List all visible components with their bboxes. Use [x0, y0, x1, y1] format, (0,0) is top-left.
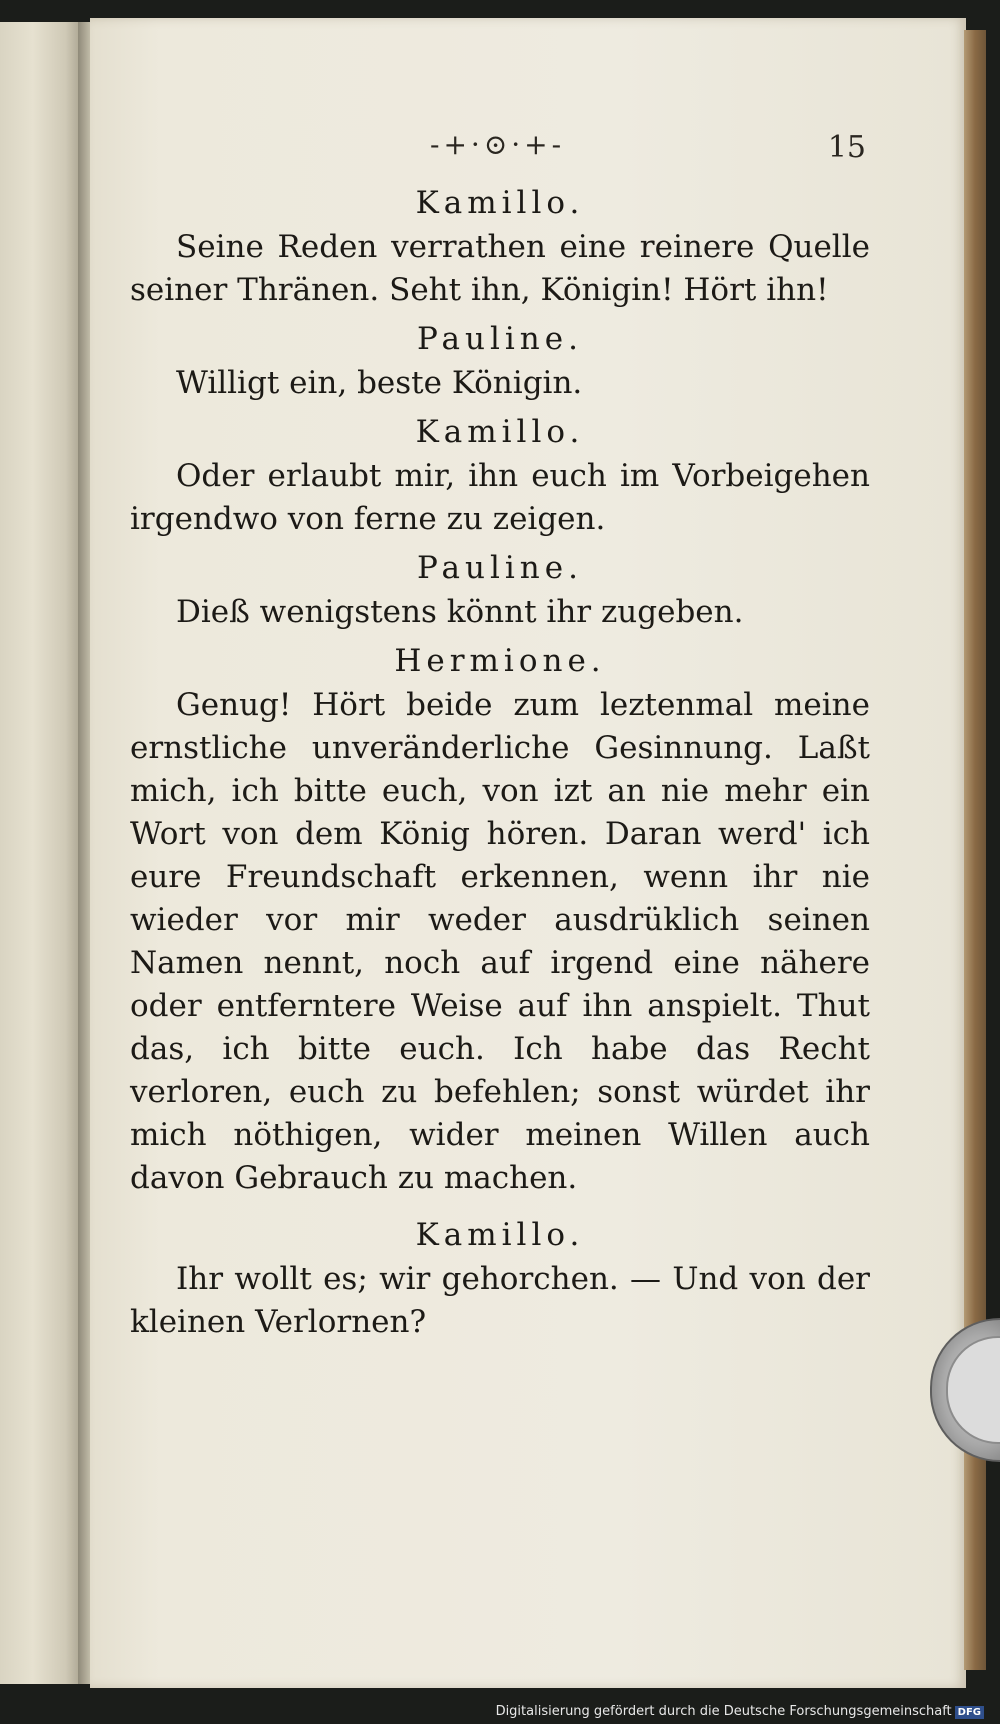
- digitization-credit: [496, 1704, 984, 1719]
- header-ornament: -+·⊙·+-: [430, 128, 566, 161]
- dialogue-paragraph: Oder erlaubt mir, ihn euch im Vorbeigehen irgendwo von ferne zu zeigen.: [130, 458, 870, 537]
- speaker-label: Pauline.: [417, 321, 583, 357]
- page-header: [130, 120, 870, 180]
- dialogue-paragraph: Seine Reden verrathen eine reinere Quelle seiner Thränen. Seht ihn, Königin! Hört ihn!: [130, 229, 870, 308]
- dialogue-paragraph: Ihr wollt es; wir gehorchen. — Und von der kleinen Verlornen?: [130, 1261, 870, 1340]
- dialogue-paragraph: Dieß wenigstens könnt ihr zugeben.: [176, 594, 744, 630]
- page-content: [130, 120, 870, 1348]
- speaker-label: Kamillo.: [415, 1217, 585, 1253]
- credit-text: Digitalisierung gefördert durch die Deutsche Forschungsgemeinschaft: [495, 1704, 952, 1719]
- dialogue-paragraph: Willigt ein, beste Königin.: [176, 365, 583, 401]
- speaker-label: Kamillo.: [415, 185, 585, 221]
- dialogue-paragraph: Genug! Hört beide zum leztenmal meine ernstliche unveränderliche Gesinnung. Laßt mich, ich bitte euch, von izt an nie mehr ein Wort von dem König hören. Daran werd' ich eure Freundschaft erkennen, wenn ihr nie wieder vor mir weder ausdrüklich seinen Namen nennt, noch auf irgend eine nähere oder entferntere Weise auf ihn anspielt. Thut das, ich bitte euch. Ich habe das Recht verloren, euch zu befehlen; sonst würdet ihr mich nöthigen, wider meinen Willen auch davon Gebrauch zu machen.: [130, 687, 870, 1196]
- speaker-label: Kamillo.: [415, 414, 585, 450]
- facing-page-edge: [0, 22, 82, 1684]
- speaker-label: Hermione.: [394, 643, 606, 679]
- speaker-label: Pauline.: [417, 550, 583, 586]
- dfg-logo: DFG: [955, 1706, 984, 1719]
- page-number: 15: [827, 130, 866, 165]
